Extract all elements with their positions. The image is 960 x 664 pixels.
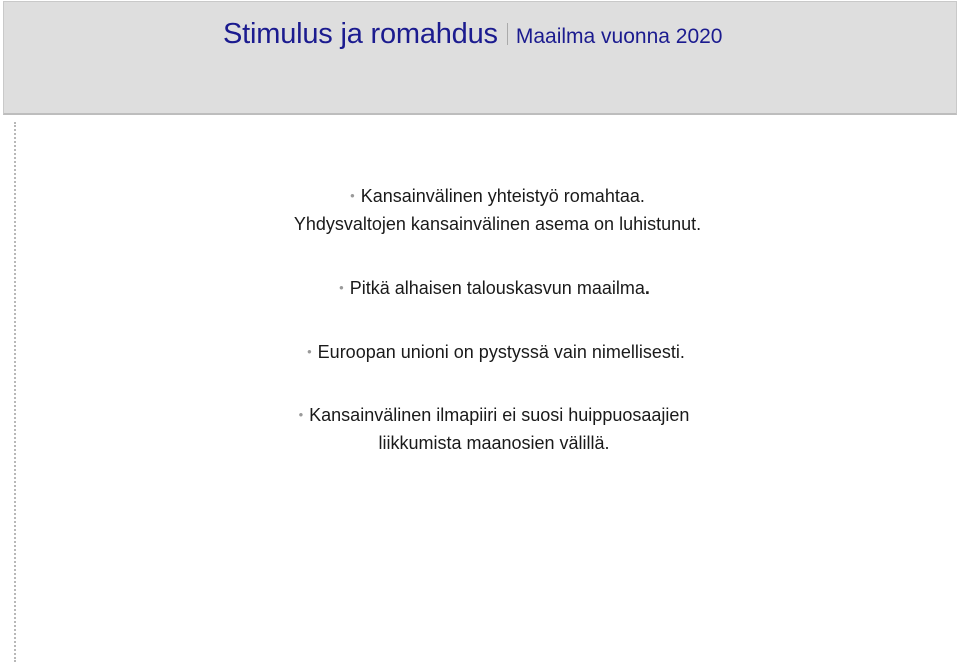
bullet-line bbox=[278, 401, 710, 429]
slide-title: Stimulus ja romahdus bbox=[223, 18, 498, 50]
bullet-icon: • bbox=[298, 407, 304, 422]
bullet-item-talent bbox=[278, 401, 710, 457]
bullet-item-growth bbox=[322, 274, 667, 302]
bullet-text: Euroopan unioni on pystyssä vain nimellisesti. bbox=[317, 342, 685, 362]
bullet-text: Kansainvälinen ilmapiiri ei suosi huippuosaajien bbox=[309, 405, 690, 425]
bullet-text: Kansainvälinen yhteistyö romahtaa. bbox=[360, 186, 645, 206]
bullet-text-emphasis: . bbox=[644, 278, 650, 298]
bullet-item-eu bbox=[286, 338, 706, 366]
bullet-line bbox=[322, 274, 667, 302]
bullet-item-cooperation bbox=[275, 182, 720, 238]
bullet-line-continued: liikkumista maanosien välillä. bbox=[378, 433, 610, 453]
bullet-icon: • bbox=[339, 280, 344, 295]
bullet-icon: • bbox=[350, 188, 355, 203]
bullet-icon: • bbox=[307, 344, 312, 359]
bullet-text: Pitkä alhaisen talouskasvun maailma bbox=[349, 278, 645, 298]
bullet-line bbox=[286, 338, 706, 366]
bullet-line-continued: Yhdysvaltojen kansainvälinen asema on luhistunut. bbox=[293, 214, 702, 234]
slide-subtitle: Maailma vuonna 2020 bbox=[515, 25, 723, 48]
bullet-line bbox=[275, 182, 720, 210]
